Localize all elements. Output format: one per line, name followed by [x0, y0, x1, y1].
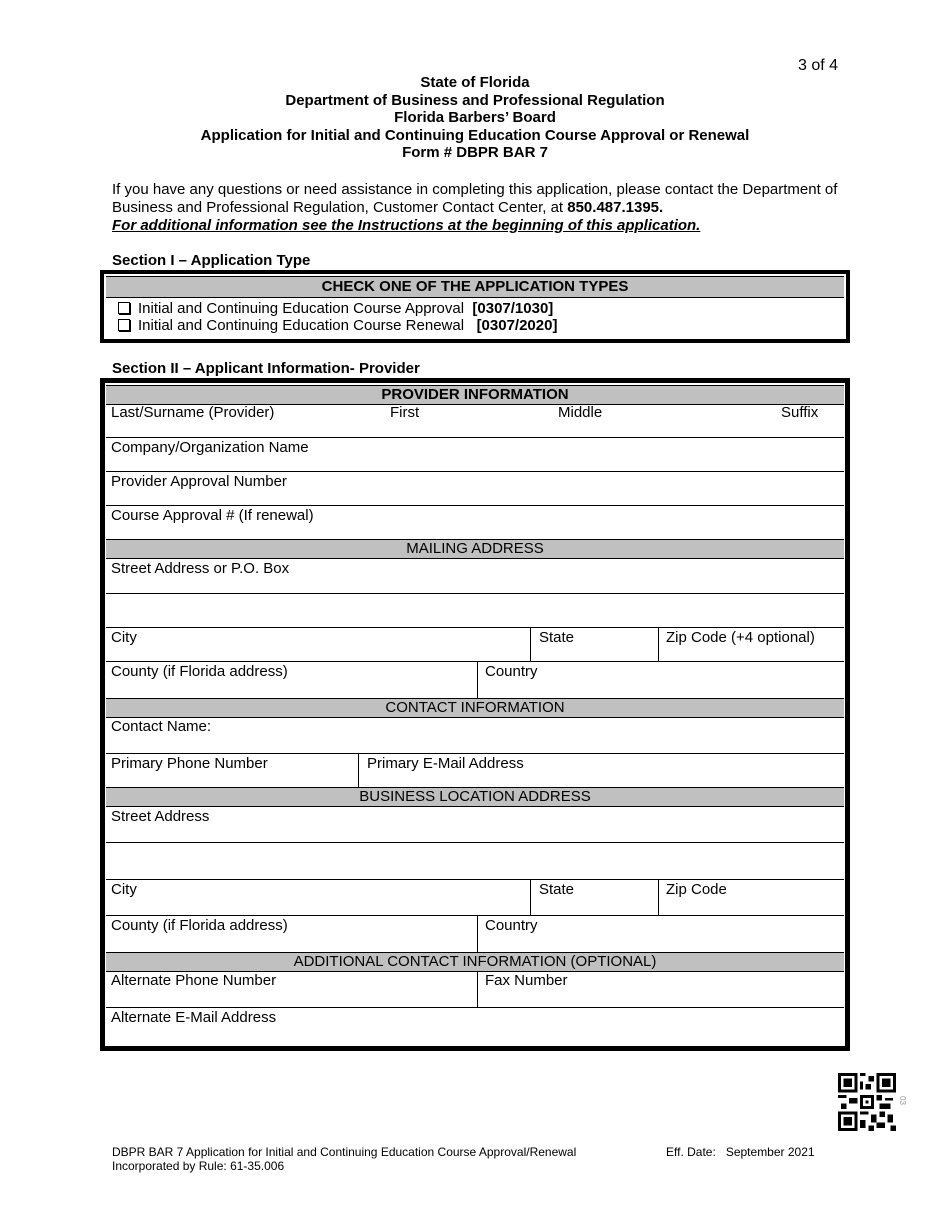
eff-date-label: Eff. Date: — [666, 1145, 716, 1159]
header-department: Department of Business and Professional Regulation — [285, 91, 665, 109]
alt-email-field[interactable]: Alternate E-Mail Address — [111, 1009, 277, 1026]
header-state: State of Florida — [420, 74, 530, 91]
instructions-note: For additional information see the Instructions at the beginning of this application. — [112, 217, 701, 234]
business-location-bar: BUSINESS LOCATION ADDRESS — [106, 787, 844, 807]
contact-info-bar: CONTACT INFORMATION — [106, 698, 844, 718]
inner-frame — [104, 382, 846, 1047]
page-number: 3 of 4 — [798, 57, 839, 74]
primary-phone-field[interactable]: Primary Phone Number — [111, 755, 268, 772]
company-field[interactable]: Company/Organization Name — [111, 439, 309, 456]
footer-form-title: DBPR BAR 7 Application for Initial and Continuing Education Course Approval/Renewal — [112, 1145, 577, 1159]
option-initial-code: [0307/1030] — [472, 300, 554, 317]
mail-state-field[interactable]: State — [539, 629, 575, 646]
primary-email-field[interactable]: Primary E-Mail Address — [367, 755, 524, 772]
mail-zip-field[interactable]: Zip Code (+4 optional) — [666, 629, 815, 646]
option-renewal[interactable] — [118, 317, 557, 334]
first-name-field[interactable]: First — [390, 404, 420, 421]
header-board: Florida Barbers’ Board — [394, 109, 556, 126]
section1-title: Section I – Application Type — [112, 252, 311, 269]
option-initial-label: Initial and Continuing Education Course Approval — [138, 300, 465, 317]
qr-caption: 03 — [898, 1096, 907, 1105]
provider-info-bar: PROVIDER INFORMATION — [106, 385, 844, 405]
footer-effective-date — [666, 1145, 815, 1159]
section2-title: Section II – Applicant Information- Provider — [112, 360, 420, 377]
checkbox-icon[interactable] — [118, 319, 130, 331]
option-renewal-label: Initial and Continuing Education Course Renewal — [138, 317, 465, 334]
footer-rule: Incorporated by Rule: 61-35.006 — [112, 1159, 285, 1173]
intro-text: If you have any questions or need assistance in completing this application, please contact the Department of Business and Professional Regulation, Customer Contact Center, at — [112, 181, 838, 216]
alt-phone-field[interactable]: Alternate Phone Number — [111, 972, 277, 989]
option-initial[interactable] — [118, 300, 553, 317]
provider-approval-field[interactable]: Provider Approval Number — [111, 473, 287, 490]
provider-info-box — [100, 378, 850, 1051]
mailing-address-bar: MAILING ADDRESS — [106, 539, 844, 559]
contact-phone: 850.487.1395. — [567, 199, 664, 216]
course-approval-field[interactable]: Course Approval # (If renewal) — [111, 507, 314, 524]
mail-county-field[interactable]: County (if Florida address) — [111, 663, 288, 680]
intro-paragraph — [112, 181, 842, 235]
additional-contact-bar: ADDITIONAL CONTACT INFORMATION (OPTIONAL) — [106, 952, 844, 972]
middle-name-field[interactable]: Middle — [558, 404, 603, 421]
eff-date-value: September 2021 — [725, 1145, 815, 1159]
mail-street-field[interactable]: Street Address or P.O. Box — [111, 560, 290, 577]
form-header — [100, 74, 850, 162]
mail-city-field[interactable]: City — [111, 629, 137, 646]
header-form-title: Application for Initial and Continuing Education Course Approval or Renewal — [200, 126, 750, 144]
bus-zip-field[interactable]: Zip Code — [666, 881, 727, 898]
option-renewal-code: [0307/2020] — [476, 317, 558, 334]
bus-street-field[interactable]: Street Address — [111, 808, 210, 825]
contact-name-field[interactable]: Contact Name: — [111, 718, 212, 735]
header-form-number: Form # DBPR BAR 7 — [402, 144, 548, 161]
application-type-box — [100, 270, 850, 343]
bus-county-field[interactable]: County (if Florida address) — [111, 917, 288, 934]
qr-code-icon — [838, 1073, 896, 1131]
bus-state-field[interactable]: State — [539, 881, 575, 898]
checkbox-icon[interactable] — [118, 302, 130, 314]
last-name-field[interactable]: Last/Surname (Provider) — [111, 404, 275, 421]
mail-country-field[interactable]: Country — [485, 663, 538, 680]
footer-left — [112, 1145, 576, 1173]
fax-field[interactable]: Fax Number — [485, 972, 568, 989]
bus-country-field[interactable]: Country — [485, 917, 538, 934]
bus-city-field[interactable]: City — [111, 881, 137, 898]
suffix-field[interactable]: Suffix — [781, 404, 819, 421]
application-type-bar: CHECK ONE OF THE APPLICATION TYPES — [106, 276, 844, 298]
